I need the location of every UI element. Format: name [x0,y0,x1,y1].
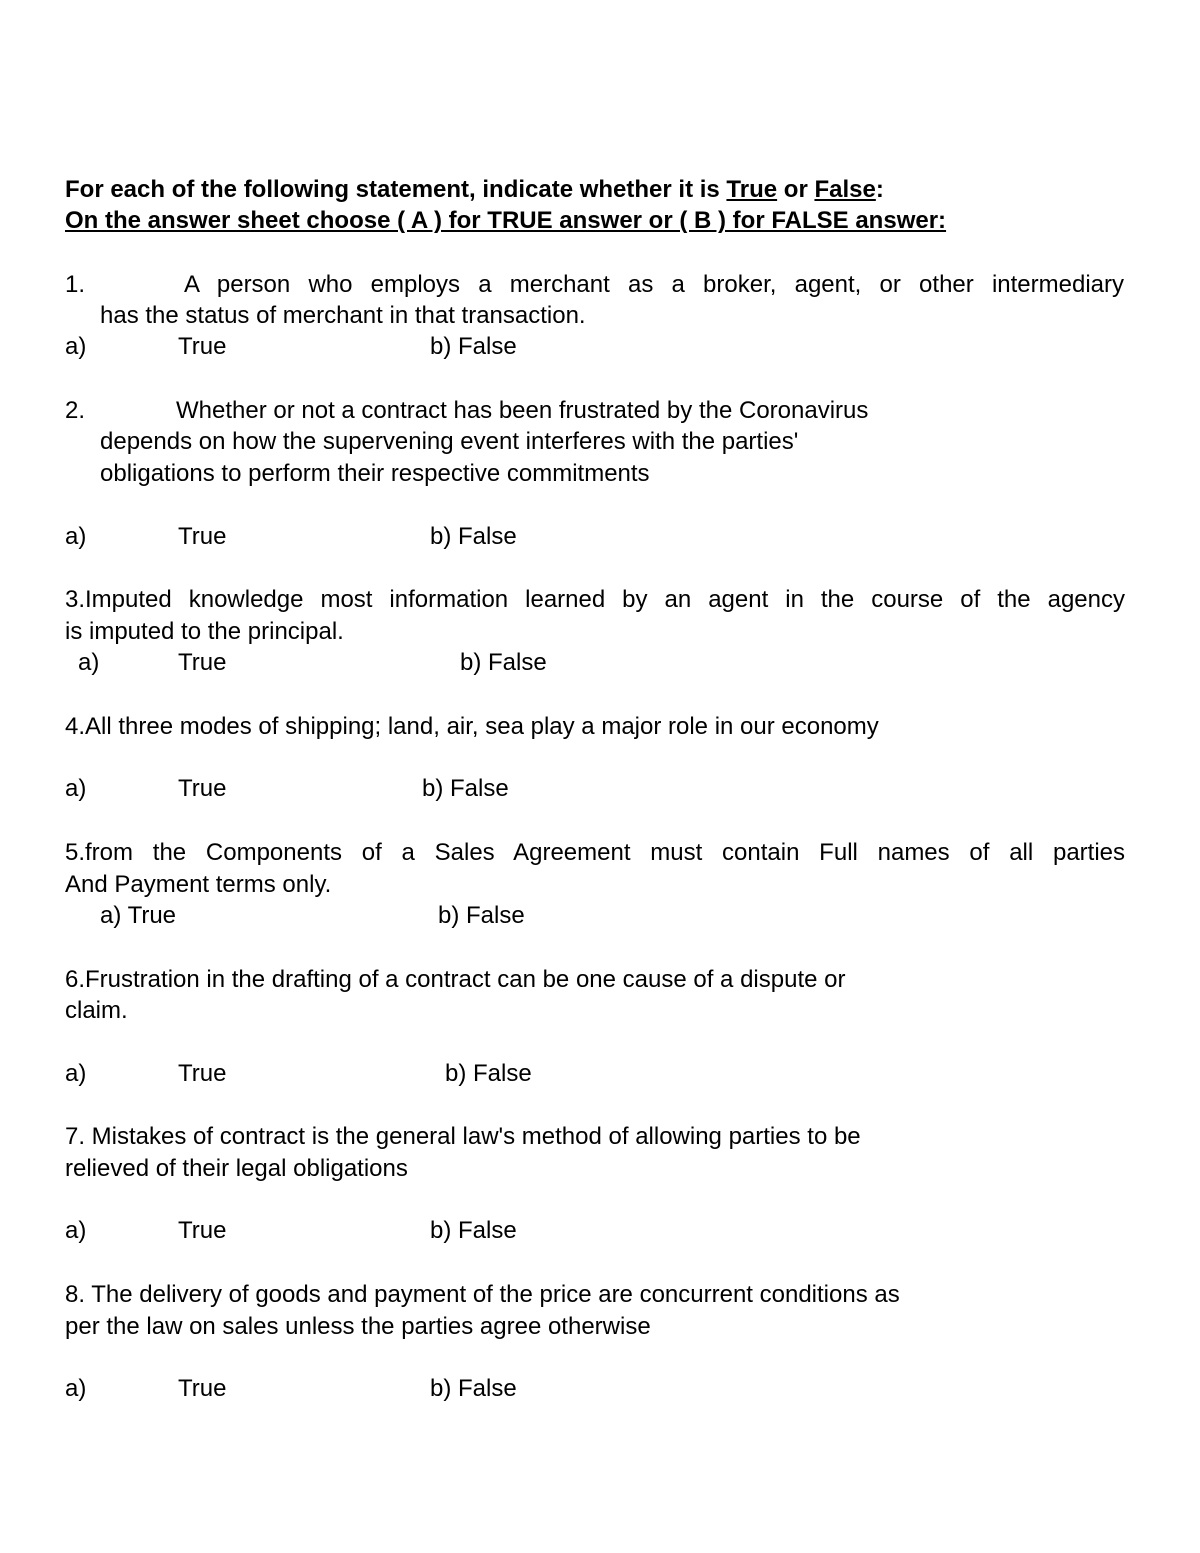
question-text-line: is imputed to the principal. [65,618,344,645]
question-text-line: 6.Frustration in the drafting of a contract can be one cause of a dispute or [65,966,846,993]
question-text-line: 7. Mistakes of contract is the general law's method of allowing parties to be [65,1123,861,1150]
question-text-line: claim. [65,997,128,1024]
option-a-label: a) [65,523,87,550]
question-text-line: 8. The delivery of goods and payment of the price are concurrent conditions as [65,1281,900,1308]
question-text-line: obligations to perform their respective commitments [100,460,650,487]
false-word: False [814,176,876,203]
or-word: or [777,176,815,203]
option-b: b) False [422,775,509,802]
question-text-line: has the status of merchant in that transaction. [100,302,586,329]
option-b: b) False [430,523,517,550]
option-a-text: True [178,1217,227,1244]
option-a-label: a) [65,333,87,360]
question-number: 2. [65,397,86,424]
instructions-line-1 [65,174,884,206]
option-b: b) False [460,649,547,676]
question-text-line: And Payment terms only. [65,871,332,898]
option-b: b) False [445,1060,532,1087]
instructions-text: For each of the following statement, indicate whether it is [65,176,727,203]
question-text-line: depends on how the supervening event interferes with the parties' [100,428,799,455]
option-a-text: True [178,775,227,802]
option-a-label: a) [65,1217,87,1244]
option-a-text: True [178,649,227,676]
option-a-label: a) [65,1060,87,1087]
option-b: b) False [430,333,517,360]
question-number: 1. [65,271,86,298]
true-word: True [726,176,778,203]
colon: : [875,176,884,203]
option-b: b) False [438,902,525,929]
option-a-label: a) [65,775,87,802]
question-text-line: relieved of their legal obligations [65,1155,408,1182]
question-text-line: Whether or not a contract has been frustrated by the Coronavirus [176,397,869,424]
option-a-label: a) [78,649,100,676]
option-a-text: True [178,1060,227,1087]
option-a-text: True [178,523,227,550]
option-a-label: a) [65,1375,87,1402]
option-a: a) True [100,902,177,929]
question-text-line: per the law on sales unless the parties agree otherwise [65,1313,651,1340]
option-b: b) False [430,1217,517,1244]
option-b: b) False [430,1375,517,1402]
question-text-line: 4.All three modes of shipping; land, air, sea play a major role in our economy [65,713,879,740]
option-a-text: True [178,1375,227,1402]
option-a-text: True [178,333,227,360]
question-text-line: A person who employs a merchant as a broker, agent, or other intermediary [184,271,1124,298]
question-text-line: 5.from the Components of a Sales Agreement must contain Full names of all parties [65,839,1125,866]
question-text-line: 3.Imputed knowledge most information learned by an agent in the course of the agency [65,586,1125,613]
instructions-line-2: On the answer sheet choose ( A ) for TRUE answer or ( B ) for FALSE answer: [65,207,947,234]
